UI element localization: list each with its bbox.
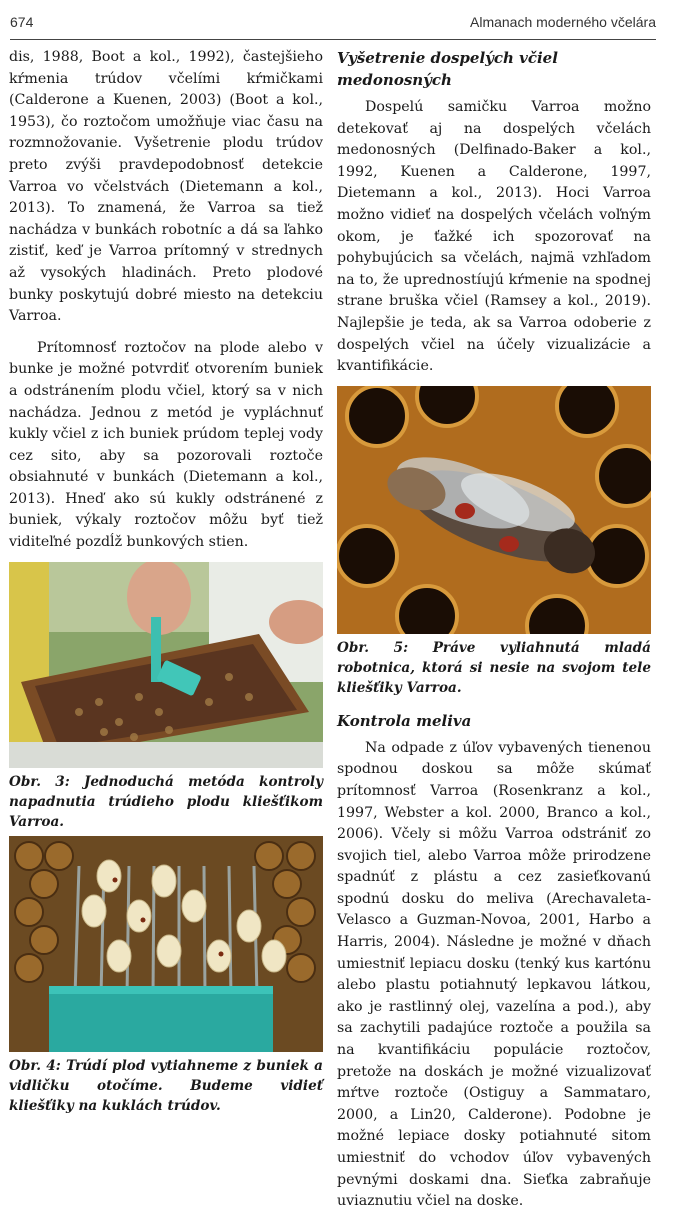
header-rule (10, 39, 656, 40)
right-paragraph-1: Dospelú samičku Varroa možno detekovať aj na dospelých včelách medonosných (Delfinado-Baker a kol., 1992, Kuenen a Calderone, 1997, Dietemann a kol., 2013). Hoci Varroa možno vidieť na dospelých včelách voľným okom, je ťažké ich spozorovať na pohybujúcich sa včelách, najmä vzhľadom na to, že uprednostíujú kŕmenie na spodnej strane bruška včiel (Ramsey a kol., 2019). Najlepšie je teda, ak sa Varroa odoberie z dospelých včiel na účely vizualizácie a kvantifikácie. (337, 99, 651, 375)
page-header (10, 14, 656, 38)
section-heading-debris: Kontrola meliva (337, 711, 472, 730)
figure-4-caption: Obr. 4: Trúdí plod vytiahneme z buniek a vidličku otočíme. Budeme vidieť kliešťiky na kuklách trúdov. (9, 1057, 323, 1114)
left-paragraph-1: dis, 1988, Boot a kol., 1992), častejšieho kŕmenia trúdov včelími kŕmičkami (Calderone a Kuenen, 2003) (Boot a kol., 1953), čo roztočom umožňuje viac času na rozmnožovanie. Vyšetrenie plodu trúdov preto zvýši pravdepodobnosť detekcie Varroa vo včelstvách (Dietemann a kol., 2013). To znamená, že Varroa sa tiež nachádza v bunkách robotníc a dá sa ľahko zistiť, keď je Varroa prítomný v strednych až vysokých hladinách. Preto plodové bunky poskytujú dobré miesto na detekciu Varroa. (9, 49, 323, 325)
figure-3-photo (9, 562, 323, 768)
figure-4-photo (9, 836, 323, 1052)
page-number: 674 (10, 14, 34, 30)
right-paragraph-2: Na odpade z úľov vybavených tienenou spodnou doskou sa môže skúmať prítomnosť Varroa (Rosenkranz a kol., 1997, Webster a kol. 2000, Branco a kol., 2006). Včely si môžu Varroa odstrániť zo svojich tiel, alebo Varroa môže prirodzene spadnúť z plástu a cez zasieťkovanú spodnú dosku do meliva (Arechavaleta-Velasco a Guzman-Novoa, 2001, Harbo a Harris, 2004). Následne je možné v dňach umiestniť lepiacu dosku (tenký kus kartónu alebo plastu potiahnutý lepkavou látkou, ako je rastlinný olej, vazelína a pod.), aby sa zachytili padajúce roztoče a použila sa na kvantifikáciu populácie roztočov, pretože na doskách je možné vizualizovať mŕtve roztoče (Ostiguy a Sammataro, 2000, a Lin20, Calderone). Podobne je možné lepiace dosky potiahnuté sitom umiestniť do vchodov úľov vybavených pevnými doskami dna. Sieťka zabraňuje uviaznutiu včiel na doske. (337, 739, 651, 1210)
figure-5-caption: Obr. 5: Práve vyliahnutá mladá robotnica, ktorá si nesie na svojom tele kliešťiky Varroa. (337, 639, 651, 696)
journal-title: Almanach moderného včelára (470, 14, 656, 30)
right-column (337, 47, 651, 1213)
figure-3-caption: Obr. 3: Jednoduchá metóda kontroly napadnutia trúdieho plodu kliešťikom Varroa. (9, 773, 323, 830)
left-paragraph-2: Prítomnosť roztočov na plode alebo v bunke je možné potvrdiť otvorením buniek a odstránením plodu včiel, ktorý sa v nich nachádza. Jednou z metód je vypláchnuť kukly včiel z ich buniek prúdom teplej vody cez sito, aby sa pozorovali roztoče obsiahnuté v bunkách (Dietemann a kol., 2013). Hneď ako sú kukly odstránené z buniek, výkaly roztočov môžu byť tiež viditeľné pozdĺž bunkových stien. (9, 339, 323, 551)
left-column (9, 47, 323, 1116)
section-heading-adult-bees: Vyšetrenie dospelých včiel medonosných (337, 49, 558, 89)
figure-5-photo (337, 386, 651, 634)
